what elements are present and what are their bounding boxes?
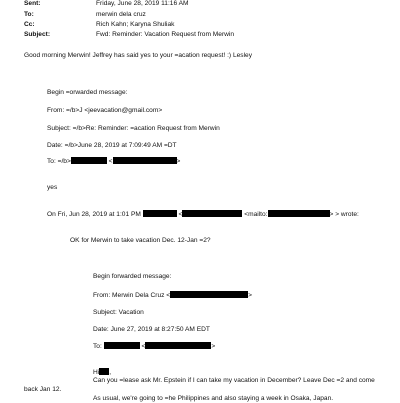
fwd1-to-line xyxy=(47,157,180,166)
redaction-block xyxy=(104,342,140,349)
subject-value: Fwd: Reminder: Vacation Request from Merwin xyxy=(96,31,235,38)
on-suffix: > > wrote: xyxy=(329,211,359,218)
on-prefix: On Fri, Jun 28, 2019 at 1:01 PM xyxy=(47,211,141,218)
redaction-block xyxy=(268,210,330,217)
fwd2-begin: Begin forwarded message: xyxy=(93,273,172,280)
fwd1-to-prefix: To: =/b> xyxy=(47,158,71,165)
fwd2-from-line xyxy=(93,291,252,300)
fwd1-gt: > xyxy=(176,158,181,165)
to-label: To: xyxy=(24,11,34,18)
fwd1-begin: Begin =orwarded message: xyxy=(47,89,128,96)
fwd2-to-line xyxy=(93,342,215,351)
cc-value: Rich Kahn; Karyna Shuliak xyxy=(96,21,175,28)
hi-text: Hi xyxy=(93,369,100,376)
fwd2-subject: Subject: Vacation xyxy=(93,309,144,316)
cc-label: Cc: xyxy=(24,21,35,28)
redaction-block xyxy=(143,210,177,217)
redaction-block xyxy=(170,291,248,298)
on-wrote-line xyxy=(47,210,359,219)
on-lt: < xyxy=(178,211,183,218)
fwd1-subject: Subject: =/b>Re: Reminder: =acation Request from Merwin xyxy=(47,125,220,132)
to-value: merwin dela cruz xyxy=(96,11,146,18)
on-mailto: <mailto: xyxy=(244,211,268,218)
sent-value: Friday, June 28, 2019 11:16 AM xyxy=(96,0,189,7)
back-line: back Jan 12. xyxy=(24,386,62,393)
fwd1-from: From: =/b>J <jeevacation@gmail.com> xyxy=(47,107,163,114)
hi-line xyxy=(93,368,111,377)
fwd2-lt: < xyxy=(141,343,146,350)
fwd2-from-suffix: > xyxy=(248,292,252,299)
fwd2-date: Date: June 27, 2019 at 8:27:50 AM EDT xyxy=(93,326,210,333)
redaction-block xyxy=(113,157,177,164)
redaction-block xyxy=(99,368,112,376)
request-line: Can you =lease ask Mr. Epstein if I can take my vacation in December? Leave Dec =2 and come xyxy=(93,377,375,384)
fwd2-to-prefix: To: xyxy=(93,343,102,350)
yes-line: yes xyxy=(47,184,58,191)
greeting-line: Good morning Merwin! Jeffrey has said yes to your =acation request! :) Lesley xyxy=(24,52,253,59)
ok-line: OK for Merwin to take vacation Dec. 12-Jan =2? xyxy=(70,237,211,244)
sent-label: Sent: xyxy=(24,0,41,7)
fwd2-from-prefix: From: Merwin Dela Cruz < xyxy=(93,292,171,299)
fwd1-lt: < xyxy=(108,158,113,165)
redaction-block xyxy=(71,157,107,164)
fwd1-date: Date: =/b>June 28, 2019 at 7:09:49 AM =DT xyxy=(47,142,177,149)
redaction-block xyxy=(145,342,211,349)
subject-label: Subject: xyxy=(24,31,51,38)
redaction-block xyxy=(182,210,242,217)
hi-punct: , xyxy=(109,369,112,376)
usual-line: As usual, we're going to =he Philippines and also staying a week in Osaka, Japan. xyxy=(93,395,334,402)
fwd2-gt: > xyxy=(211,343,216,350)
